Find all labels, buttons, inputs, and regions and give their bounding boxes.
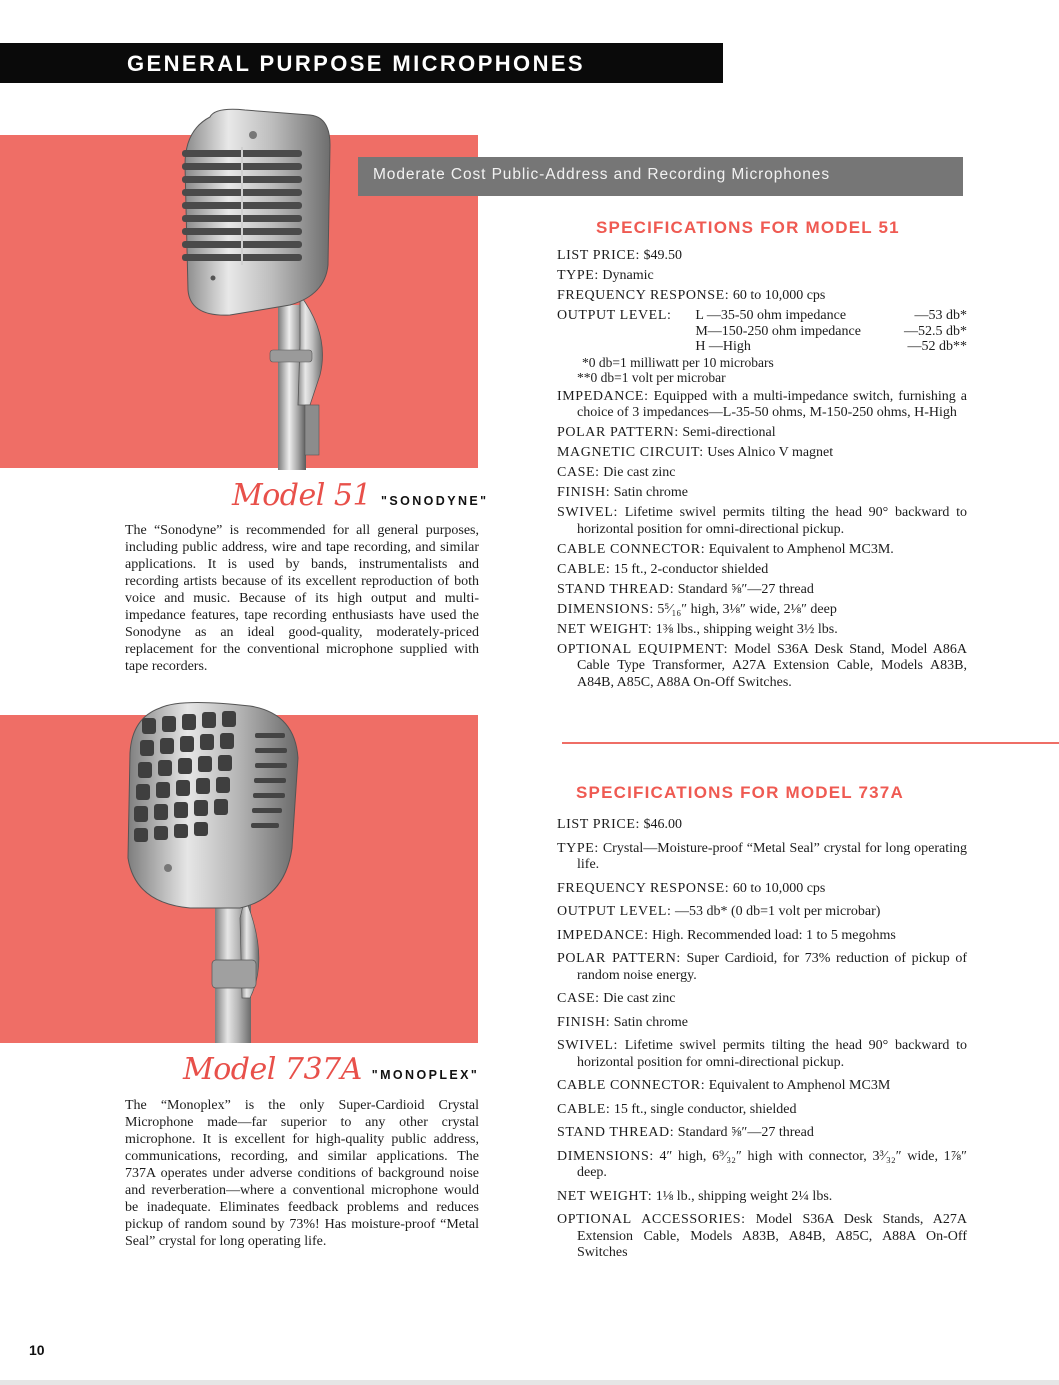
spec-item: FREQUENCY RESPONSE: 60 to 10,000 cps — [557, 288, 826, 303]
spec-item: SWIVEL: Lifetime swivel permits tilting the head 90° backward to horizontal position for omni-directional pickup. — [557, 505, 967, 537]
spec-item: TYPE: Dynamic — [557, 268, 654, 283]
spec-item: CASE: Die cast zinc — [557, 991, 676, 1006]
spec-item: CABLE CONNECTOR: Equivalent to Amphenol MC3M. — [557, 541, 894, 557]
spec-item: LIST PRICE: $49.50 — [557, 248, 682, 263]
model-51-nickname: "SONODYNE" — [381, 494, 489, 508]
model-51-description: The “Sonodyne” is recommended for all general purposes, including public address, wire and tape recording, and similar applications. It is used by bands, instrumentalists and recording artists because of its excellent reproduction of both voice and music. Because of its high output and multi-impedance features, tape recording enthusiasts have used the Sonodyne as an ideal good-quality, moderately-priced replacement for the conventional microphone supplied with tape recorders. — [125, 523, 479, 674]
spec-item: STAND THREAD: Standard ⅝″—27 thread — [557, 1125, 814, 1140]
model-737a-spec-list — [557, 817, 967, 1269]
spec-item: TYPE: Crystal—Moisture-proof “Metal Seal” crystal for long operating life. — [557, 840, 967, 872]
model-737a-description: The “Monoplex” is the only Super-Cardioid Crystal Microphone made—far superior to any other crystal microphone. It is excellent for high-quality public address, communications, recording, and similar applications. The 737A operates under adverse conditions of background noise and reverberation—where a conventional microphone would be inadequate. Eliminates feedback problems and reduces pickup of random sound by 73%! Has moisture-proof “Metal Seal” crystal for long operating life. — [125, 1098, 479, 1249]
spec-item: CABLE: 15 ft., 2-conductor shielded — [557, 561, 769, 577]
spec-item: FREQUENCY RESPONSE: 60 to 10,000 cps — [557, 880, 826, 896]
spec-item: LIST PRICE: $46.00 — [557, 817, 682, 832]
subtitle: Moderate Cost Public-Address and Recording Microphones — [373, 166, 830, 183]
spec-item: NET WEIGHT: 1⅜ lbs., shipping weight 3½ lbs. — [557, 621, 838, 637]
model-737a-script-name: Model 737A — [183, 1052, 362, 1087]
page-title-bar — [0, 43, 723, 83]
spec-item: CABLE: 15 ft., single conductor, shielded — [557, 1101, 797, 1117]
model-51-output-level — [557, 308, 967, 386]
output-level-row: OUTPUT LEVEL: L —35-50 ohm impedance —53 db* — [557, 308, 967, 323]
output-level-row: M—150-250 ohm impedance —52.5 db* — [695, 323, 967, 339]
model-737a-heading — [183, 1052, 479, 1087]
model-51-spec-list — [557, 248, 967, 695]
spec-item: OUTPUT LEVEL: —53 db* (0 db=1 volt per microbar) — [557, 904, 881, 919]
spec-item: FINISH: Satin chrome — [557, 485, 688, 500]
model-737a-nickname: "MONOPLEX" — [371, 1068, 480, 1082]
spec-item: CASE: Die cast zinc — [557, 465, 676, 480]
spec-item: NET WEIGHT: 1⅛ lb., shipping weight 2¼ lbs. — [557, 1188, 833, 1204]
spec-item: OPTIONAL EQUIPMENT: Model S36A Desk Stand, Model A86A Cable Type Transformer, A27A Extension Cable, Models A83B, A84B, A85C, A88A On-Off Switches. — [557, 641, 967, 690]
model-737a-spec-heading: SPECIFICATIONS FOR MODEL 737A — [576, 783, 904, 802]
output-level-footnote: *0 db=1 milliwatt per 10 microbars — [582, 354, 774, 370]
spec-item: DIMENSIONS: 5⁵⁄₁₆″ high, 3⅛″ wide, 2⅛″ deep — [557, 601, 837, 617]
model-51-script-name: Model 51 — [232, 478, 372, 513]
spec-item: FINISH: Satin chrome — [557, 1014, 688, 1030]
spec-item: IMPEDANCE: High. Recommended load: 1 to 5 megohms — [557, 927, 896, 943]
spec-item: CABLE CONNECTOR: Equivalent to Amphenol MC3M — [557, 1078, 891, 1093]
output-level-row: H —High —52 db** — [695, 339, 967, 354]
spec-item: MAGNETIC CIRCUIT: Uses Alnico V magnet — [557, 445, 834, 460]
microphone-model-51-icon — [170, 105, 350, 470]
output-level-footnote: **0 db=1 volt per microbar — [577, 370, 726, 385]
subtitle-bar — [358, 157, 963, 196]
spec-item: POLAR PATTERN: Super Cardioid, for 73% reduction of pickup of random noise energy. — [557, 951, 967, 983]
model-51-spec-heading: SPECIFICATIONS FOR MODEL 51 — [596, 218, 900, 237]
spec-item: IMPEDANCE: Equipped with a multi-impedance switch, furnishing a choice of 3 impedances—L-35-50 ohms, M-150-250 ohms, H-High — [557, 388, 967, 420]
spec-item: SWIVEL: Lifetime swivel permits tilting the head 90° backward to horizontal position for omni-directional pickup. — [557, 1038, 967, 1070]
spec-item: POLAR PATTERN: Semi-directional — [557, 425, 776, 440]
spec-item: DIMENSIONS: 4″ high, 6⁹⁄₃₂″ high with connector, 3³⁄₃₂″ wide, 1⅞″ deep. — [557, 1148, 967, 1180]
spec-item: STAND THREAD: Standard ⅝″—27 thread — [557, 581, 814, 597]
section-divider — [562, 742, 1059, 744]
bottom-edge — [0, 1380, 1059, 1385]
microphone-model-737a-icon — [120, 698, 310, 1043]
page-number: 10 — [29, 1342, 45, 1358]
page-title: GENERAL PURPOSE MICROPHONES — [127, 51, 586, 76]
model-51-heading — [232, 478, 488, 513]
spec-item: OPTIONAL ACCESSORIES: Model S36A Desk Stands, A27A Extension Cable, Models A83B, A84B, A85C, A88A On-Off Switches — [557, 1212, 967, 1260]
